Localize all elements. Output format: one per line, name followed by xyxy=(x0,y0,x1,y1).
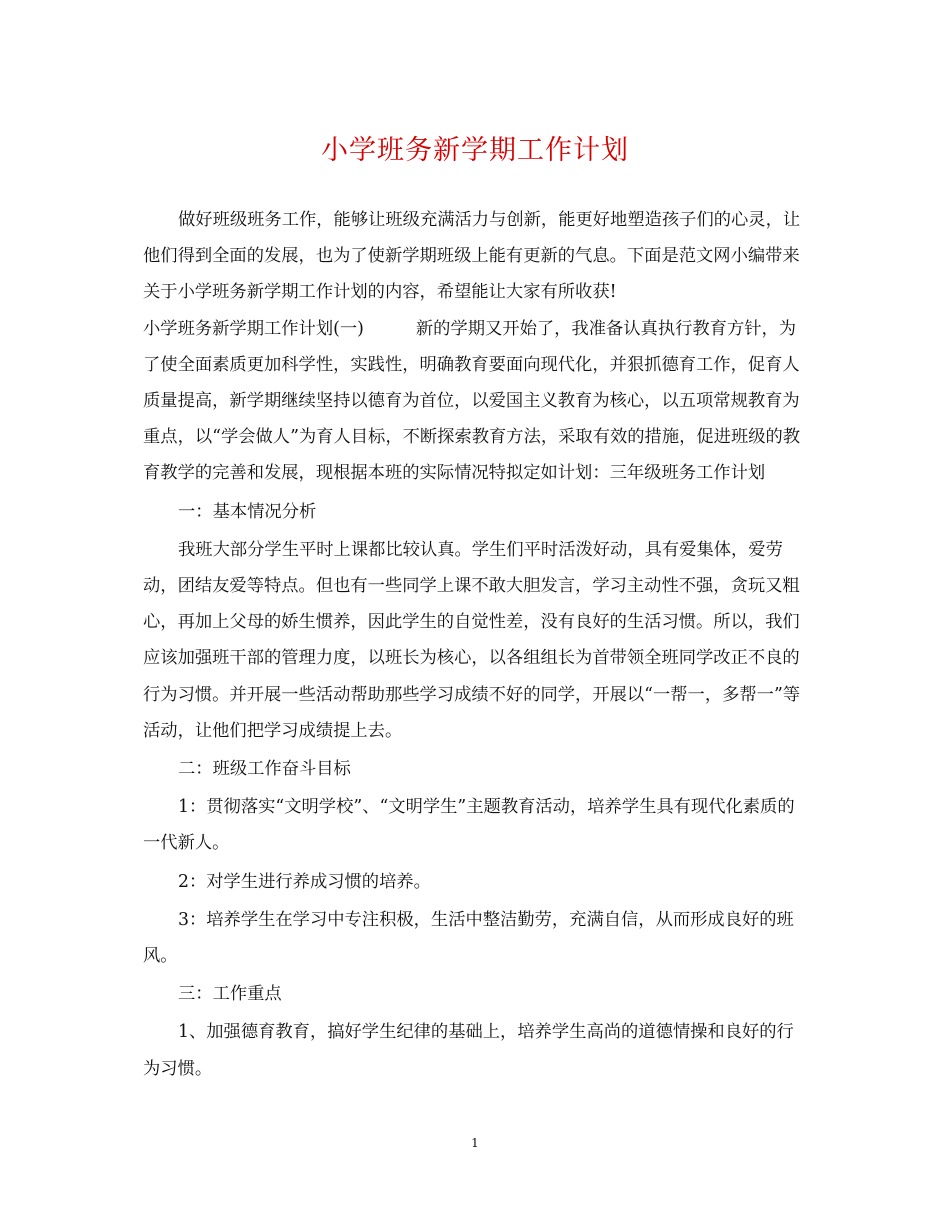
heading-basic-analysis: 一：基本情况分析 xyxy=(178,501,317,522)
document-body xyxy=(143,202,808,1087)
heading-class-goals: 二：班级工作奋斗目标 xyxy=(178,759,351,780)
goal-item-2: 2：对学生进行养成习惯的培养。 xyxy=(178,871,431,892)
page-number: 1 xyxy=(471,1136,479,1150)
goal-item-3: 3：培养学生在学习中专注积极，生活中整洁勤劳，充满自信，从而形成良好的班风。 xyxy=(143,909,794,967)
section-one-text: 新的学期又开始了，我准备认真执行教育方针，为了使全面素质更加科学性，实践性，明确教育要面向现代化，并狠抓德育工作，促育人质量提高，新学期继续坚持以德育为首位，以爱国主义教育为核心，以五项常规教育为重点，以“学会做人”为育人目标，不断探索教育方法，采取有效的措施，促进班级的教育教学的完善和发展，现根据本班的实际情况特拟定如计划：三年级班务工作计划 xyxy=(143,318,801,484)
goal-item-1: 1：贯彻落实“文明学校”、“文明学生”主题教育活动，培养学生具有现代化素质的一代新人。 xyxy=(143,797,795,854)
document-title: 小学班务新学期工作计划 xyxy=(321,135,629,166)
heading-work-focus: 三：工作重点 xyxy=(178,984,282,1005)
focus-item-1: 1、加强德育教育，搞好学生纪律的基础上，培养学生高尚的道德情操和良好的行为习惯。 xyxy=(143,1022,794,1079)
section-one-heading: 小学班务新学期工作计划(一) xyxy=(143,318,364,339)
intro-paragraph: 做好班级班务工作，能够让班级充满活力与创新，能更好地塑造孩子们的心灵，让他们得到全面的发展，也为了使新学期班级上能有更新的气息。下面是范文网小编带来关于小学班务新学期工作计划的内容，希望能让大家有所收获! xyxy=(143,210,801,303)
section-one-paragraph xyxy=(143,311,808,492)
basic-analysis-paragraph: 我班大部分学生平时上课都比较认真。学生们平时活泼好动，具有爱集体，爱劳动，团结友爱等特点。但也有一些同学上课不敢大胆发言，学习主动性不强，贪玩又粗心，再加上父母的娇生惯养，因此学生的自觉性差，没有良好的生活习惯。所以，我们应该加强班干部的管理力度，以班长为核心，以各组组长为首带领全班同学改正不良的行为习惯。并开展一些活动帮助那些学习成绩不好的同学，开展以“一帮一，多帮一”等活动，让他们把学习成绩提上去。 xyxy=(143,539,801,741)
